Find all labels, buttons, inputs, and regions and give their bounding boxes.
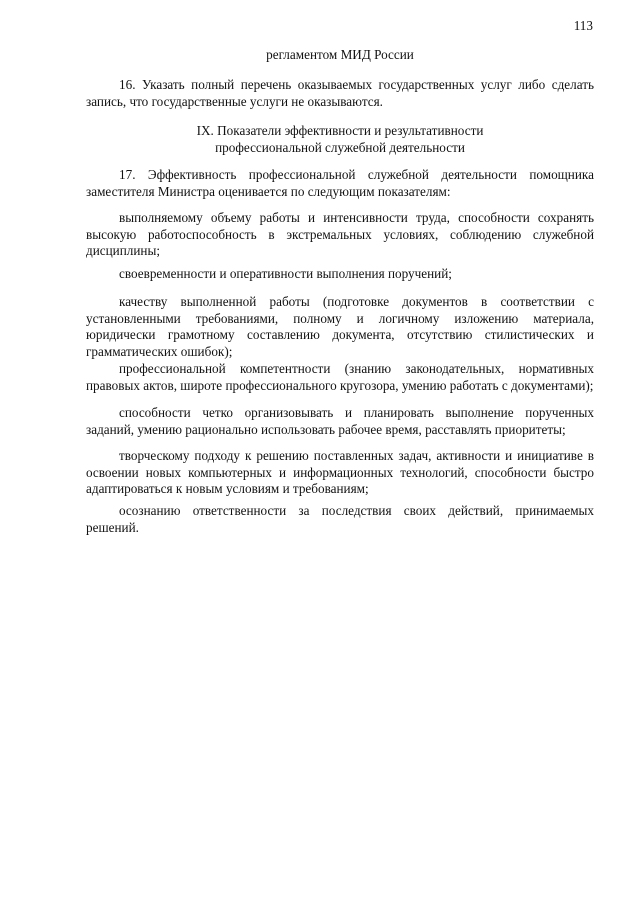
indicator-item-4: профессиональной компетентности (знанию законодательных, нормативных правовых актов, широте профессионального кругозора, умению работать с документами); — [86, 361, 594, 393]
continuation-line: регламентом МИД России — [266, 47, 414, 62]
page-number: 113 — [573, 18, 593, 33]
indicator-item-5: способности четко организовывать и планировать выполнение порученных заданий, умению рационально использовать рабочее время, расставлять приоритеты; — [86, 405, 594, 437]
paragraph-16: 16. Указать полный перечень оказываемых государственных услуг либо сделать запись, что государственные услуги не оказываются. — [86, 77, 594, 109]
indicator-item-7: осознанию ответственности за последствия своих действий, принимаемых решений. — [86, 503, 594, 535]
indicator-item-1: выполняемому объему работы и интенсивности труда, способности сохранять высокую работоспособность в экстремальных условиях, соблюдению служебной дисциплины; — [86, 210, 594, 258]
section-heading — [86, 123, 594, 156]
indicator-item-2: своевременности и оперативности выполнения поручений; — [119, 266, 452, 281]
paragraph-17: 17. Эффективность профессиональной служебной деятельности помощника заместителя Министра оценивается по следующим показателям: — [86, 167, 594, 199]
indicator-item-3: качеству выполненной работы (подготовке документов в соответствии с установленными требованиями, полному и логичному изложению материала, юридически грамотному составлению документа, отсутствию стилистических и грамматических ошибок); — [86, 294, 594, 359]
indicator-item-6: творческому подходу к решению поставленных задач, активности и инициативе в освоении новых компьютерных и информационных технологий, способности быстро адаптироваться к новым условиям и требованиям; — [86, 448, 594, 496]
section-heading-line-2: профессиональной служебной деятельности — [215, 139, 465, 155]
section-heading-line-1: IX. Показатели эффективности и результативности — [196, 123, 484, 138]
